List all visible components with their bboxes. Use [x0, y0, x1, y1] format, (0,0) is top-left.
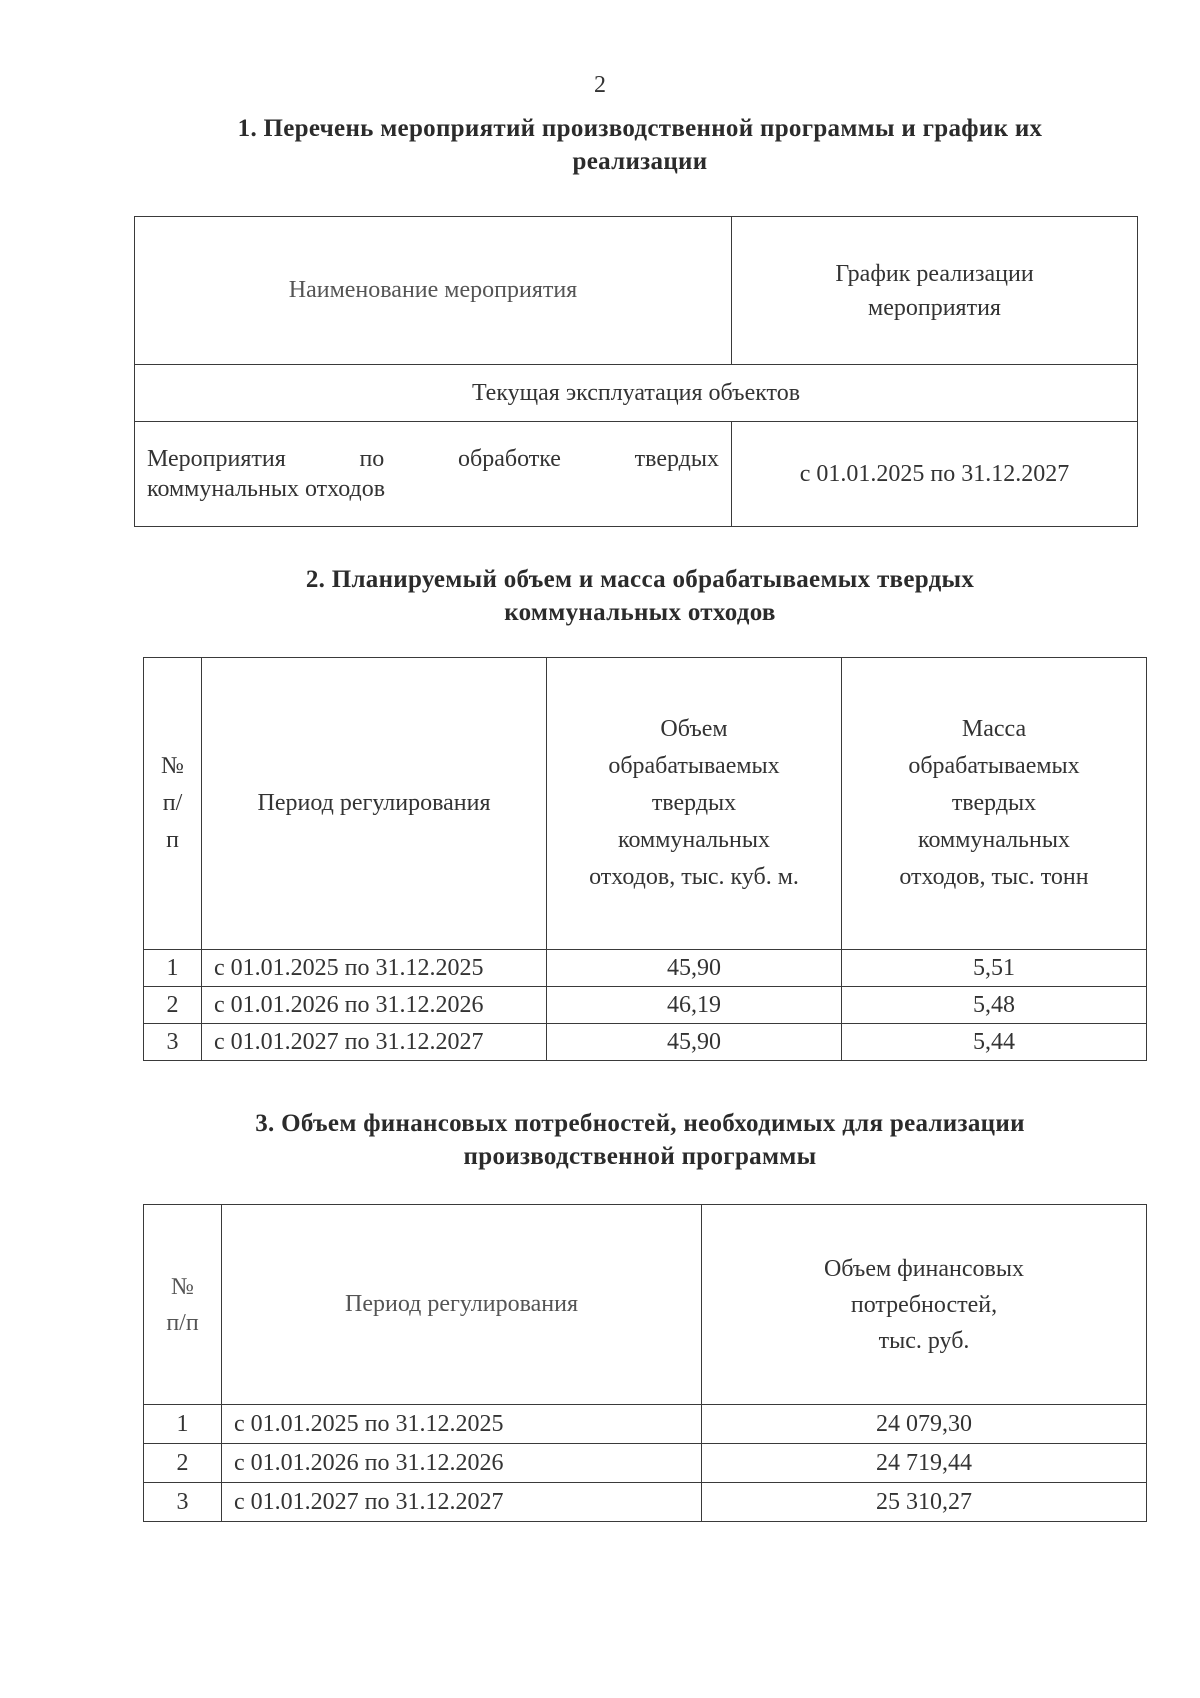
- header-mass: [842, 658, 1147, 950]
- header-finance-line: Объем финансовых: [823, 1255, 1025, 1282]
- header-mass-line: коммунальных: [918, 827, 1070, 853]
- header-schedule: [732, 217, 1138, 365]
- header-mass-line: твердых: [951, 790, 1037, 816]
- section3-title: [140, 1107, 1140, 1173]
- section2-header-row: [144, 658, 1147, 950]
- row-num: 1: [144, 950, 202, 987]
- header-num-line3: п: [166, 827, 179, 853]
- section2-table: [143, 657, 1147, 1061]
- table-row: [144, 1024, 1147, 1061]
- row-schedule: с 01.01.2025 по 31.12.2027: [732, 422, 1138, 527]
- section1-group-row: [135, 365, 1138, 422]
- header-schedule-line1: График реализации: [835, 260, 1034, 287]
- section1-data-row: [135, 422, 1138, 527]
- row-period: с 01.01.2025 по 31.12.2025: [202, 950, 547, 987]
- group-row-label: Текущая эксплуатация объектов: [135, 365, 1138, 422]
- header-volume-line: коммунальных: [618, 827, 770, 853]
- header-finance-line: потребностей,: [850, 1291, 998, 1318]
- row-amount: 24 719,44: [702, 1444, 1147, 1483]
- row-num: 1: [144, 1405, 222, 1444]
- table-row: [144, 987, 1147, 1024]
- section3-header-row: [144, 1205, 1147, 1405]
- row-name-line2: коммунальных отходов: [147, 476, 386, 502]
- section3-title-line2: производственной программы: [463, 1143, 817, 1170]
- header-volume-line: Объем: [660, 716, 728, 742]
- row-mass: 5,48: [842, 987, 1147, 1024]
- section1-table: [134, 216, 1138, 527]
- page-number: 2: [594, 72, 606, 98]
- row-volume: 45,90: [547, 1024, 842, 1061]
- row-volume: 46,19: [547, 987, 842, 1024]
- header-schedule-line2: мероприятия: [868, 294, 1001, 321]
- row-amount: 25 310,27: [702, 1483, 1147, 1522]
- row-mass: 5,51: [842, 950, 1147, 987]
- section1-title-line2: реализации: [572, 148, 708, 175]
- row-period: с 01.01.2027 по 31.12.2027: [202, 1024, 547, 1061]
- row-num: 3: [144, 1483, 222, 1522]
- header-mass-line: Масса: [961, 716, 1027, 742]
- row-period: с 01.01.2027 по 31.12.2027: [222, 1483, 702, 1522]
- row-num: 2: [144, 1444, 222, 1483]
- header-period: Период регулирования: [222, 1205, 702, 1405]
- table-row: [144, 950, 1147, 987]
- section1-header-row: [135, 217, 1138, 365]
- header-num-line2: п/п: [166, 1309, 199, 1336]
- row-name-line1: Мероприятия по обработке твердых: [147, 446, 719, 472]
- row-mass: 5,44: [842, 1024, 1147, 1061]
- header-num-line1: №: [161, 753, 184, 779]
- header-mass-line: отходов, тыс. тонн: [899, 864, 1089, 890]
- section1-title-line1: 1. Перечень мероприятий производственной программы и график их: [237, 115, 1043, 142]
- row-period: с 01.01.2026 по 31.12.2026: [222, 1444, 702, 1483]
- section2-title-line2: коммунальных отходов: [504, 599, 776, 626]
- header-num: [144, 1205, 222, 1405]
- row-period: с 01.01.2026 по 31.12.2026: [202, 987, 547, 1024]
- section2-title: [140, 563, 1140, 629]
- header-volume: [547, 658, 842, 950]
- row-volume: 45,90: [547, 950, 842, 987]
- table-row: [144, 1405, 1147, 1444]
- table-row: [144, 1444, 1147, 1483]
- header-mass-line: обрабатываемых: [908, 753, 1080, 779]
- header-num: [144, 658, 202, 950]
- section3-title-line1: 3. Объем финансовых потребностей, необходимых для реализации: [255, 1110, 1025, 1137]
- row-period: с 01.01.2025 по 31.12.2025: [222, 1405, 702, 1444]
- row-name: [135, 422, 732, 527]
- header-finance: [702, 1205, 1147, 1405]
- header-volume-line: отходов, тыс. куб. м.: [589, 864, 799, 890]
- section1-title: [140, 112, 1140, 178]
- row-amount: 24 079,30: [702, 1405, 1147, 1444]
- row-num: 2: [144, 987, 202, 1024]
- section3-table: [143, 1204, 1147, 1522]
- row-num: 3: [144, 1024, 202, 1061]
- header-volume-line: твердых: [651, 790, 737, 816]
- header-volume-line: обрабатываемых: [608, 753, 780, 779]
- table-row: [144, 1483, 1147, 1522]
- section2-title-line1: 2. Планируемый объем и масса обрабатываемых твердых: [305, 566, 975, 593]
- header-finance-line: тыс. руб.: [878, 1327, 970, 1354]
- header-period: Период регулирования: [202, 658, 547, 950]
- header-name: Наименование мероприятия: [135, 217, 732, 365]
- header-num-line2: п/: [162, 790, 183, 816]
- header-num-line1: №: [171, 1273, 194, 1300]
